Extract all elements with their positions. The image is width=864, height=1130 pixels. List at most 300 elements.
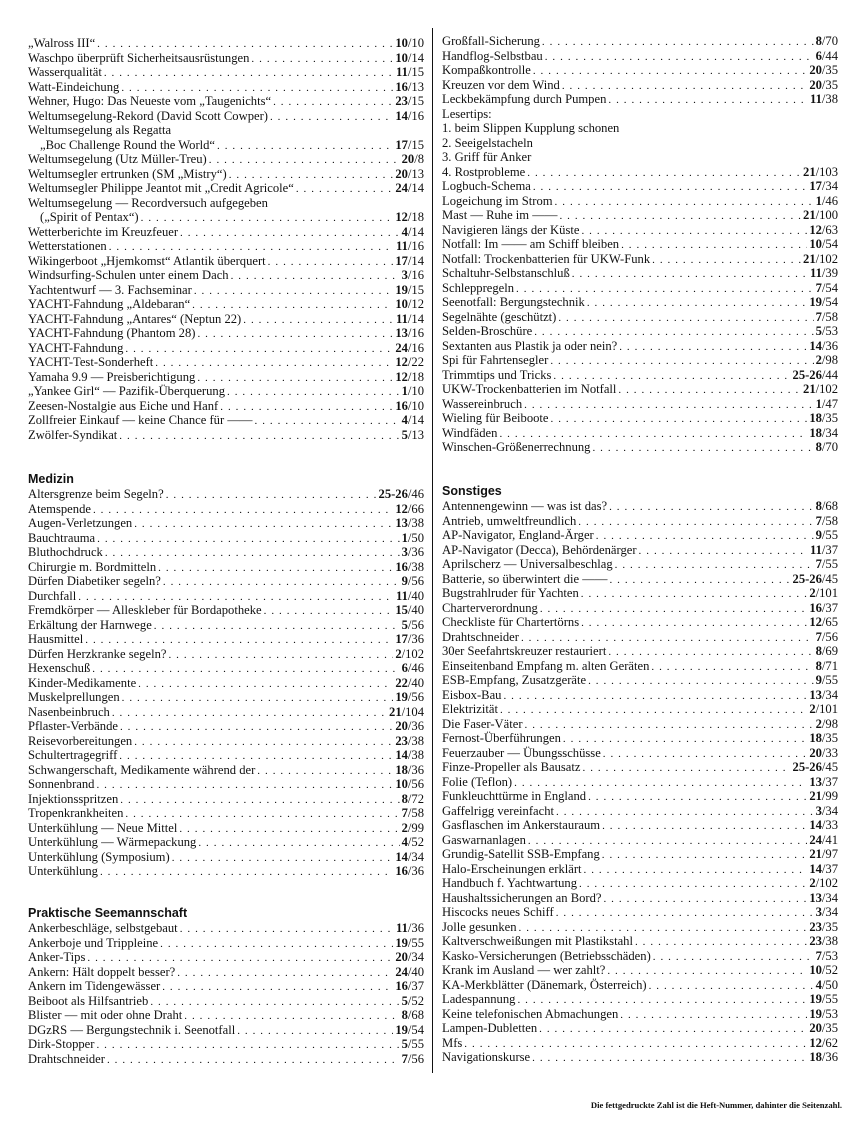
section-heading-sonstiges: Sonstiges bbox=[442, 484, 502, 498]
dot-leader bbox=[229, 168, 394, 183]
dot-leader bbox=[559, 209, 801, 224]
entry-title: Fremdkörper — Alleskleber für Bordapotheke bbox=[28, 603, 262, 617]
index-entry bbox=[442, 353, 838, 368]
dot-leader bbox=[109, 240, 394, 255]
dot-leader bbox=[163, 575, 400, 590]
page-number: /13 bbox=[407, 427, 424, 442]
entry-reference bbox=[809, 1021, 838, 1036]
issue-number: 17 bbox=[395, 137, 408, 152]
entry-title: 2. Seeigelstacheln bbox=[442, 135, 533, 150]
index-entry bbox=[28, 109, 424, 124]
entry-title: Checkliste für Chartertörns bbox=[442, 615, 580, 629]
page-number: /62 bbox=[821, 1035, 838, 1050]
entry-reference bbox=[809, 833, 838, 848]
issue-number: 25-26 bbox=[378, 487, 408, 501]
entry-reference bbox=[396, 589, 424, 604]
entry-reference bbox=[810, 543, 838, 558]
entry-reference bbox=[396, 65, 424, 80]
index-entry bbox=[442, 760, 838, 775]
issue-number: 16 bbox=[395, 79, 408, 94]
issue-number: 6 bbox=[401, 661, 408, 675]
dot-leader bbox=[122, 691, 394, 706]
index-entry bbox=[442, 266, 838, 281]
entry-reference bbox=[395, 341, 424, 356]
index-section-w-z bbox=[28, 36, 424, 442]
entry-reference bbox=[809, 615, 838, 630]
page-number: /58 bbox=[407, 806, 424, 820]
entry-title: Selden-Broschüre bbox=[442, 324, 533, 338]
issue-number: 3 bbox=[401, 268, 408, 282]
page-number: /10 bbox=[407, 398, 424, 413]
entry-title: 30er Seefahrtskreuzer restauriert bbox=[442, 644, 607, 658]
section-seemannschaft bbox=[28, 906, 424, 1066]
entry-reference bbox=[395, 399, 424, 414]
dot-leader bbox=[100, 865, 393, 880]
entry-title: Zollfreier Einkauf — keine Chance für —— bbox=[28, 413, 253, 427]
entry-reference bbox=[816, 528, 838, 543]
entry-title: Dürfen Herzkranke segeln? bbox=[28, 646, 167, 661]
seemannschaft-list bbox=[28, 921, 424, 1066]
dot-leader bbox=[652, 253, 801, 268]
issue-number: 23 bbox=[395, 733, 408, 748]
issue-number: 18 bbox=[395, 762, 408, 777]
entry-reference bbox=[395, 370, 424, 385]
entry-reference bbox=[395, 326, 424, 341]
index-entry bbox=[28, 589, 424, 604]
index-entry bbox=[28, 65, 424, 80]
entry-reference bbox=[816, 659, 838, 674]
entry-title: Jolle gesunken bbox=[442, 919, 517, 934]
page-number: /15 bbox=[407, 65, 424, 79]
dot-leader bbox=[251, 52, 393, 67]
index-entry bbox=[28, 196, 424, 211]
issue-number: 2 bbox=[815, 716, 822, 731]
issue-number: 7 bbox=[401, 1051, 408, 1066]
entry-title: Yamaha 9.9 — Preisberichtigung bbox=[28, 369, 196, 384]
entry-title: Ankerbeschläge, selbstgebaut bbox=[28, 921, 178, 935]
index-entry bbox=[442, 775, 838, 790]
entry-reference bbox=[395, 36, 424, 51]
entry-reference bbox=[809, 339, 838, 354]
index-entry bbox=[442, 339, 838, 354]
dot-leader bbox=[273, 95, 393, 110]
index-entry bbox=[442, 440, 838, 455]
issue-number: 17 bbox=[395, 632, 408, 646]
entry-title: Beiboot als Hilfsantrieb bbox=[28, 993, 149, 1008]
page-number: /36 bbox=[407, 719, 424, 733]
page-number: /15 bbox=[407, 137, 424, 152]
issue-number: 13 bbox=[395, 326, 408, 340]
entry-title: Wetterstationen bbox=[28, 239, 107, 253]
entry-title: Bugstrahlruder für Yachten bbox=[442, 586, 579, 600]
page-number: /39 bbox=[821, 266, 838, 280]
dot-leader bbox=[514, 776, 807, 791]
issue-number: 7 bbox=[815, 629, 822, 644]
entry-title: Windsurfing-Schulen unter einem Dach bbox=[28, 268, 229, 282]
issue-number: 8 bbox=[401, 1008, 408, 1022]
entry-reference bbox=[402, 428, 424, 443]
dot-leader bbox=[296, 182, 393, 197]
entry-reference bbox=[402, 574, 424, 589]
page-number: /10 bbox=[407, 36, 424, 50]
dot-leader bbox=[651, 660, 813, 675]
entry-reference bbox=[396, 921, 424, 936]
entry-reference bbox=[809, 789, 838, 804]
dot-leader bbox=[194, 284, 394, 299]
issue-number: 13 bbox=[809, 890, 822, 905]
entry-title: Schwangerschaft, Medikamente während der bbox=[28, 762, 256, 777]
entry-reference bbox=[809, 237, 838, 252]
issue-number: 9 bbox=[815, 673, 822, 687]
entry-reference bbox=[402, 1052, 424, 1067]
entry-title: Weltumsegler Philippe Jeantot mit „Credit Agricole“ bbox=[28, 181, 294, 195]
entry-title: Anker-Tips bbox=[28, 950, 86, 964]
entry-title: Antennengewinn — was ist das? bbox=[442, 499, 608, 513]
entry-title: Windfäden bbox=[442, 425, 498, 440]
index-entry bbox=[442, 1050, 838, 1065]
issue-number: 2 bbox=[395, 646, 402, 661]
dot-leader bbox=[607, 964, 807, 979]
issue-number: 15 bbox=[395, 603, 408, 617]
entry-title: Weltumsegelung (Utz Müller-Treu) bbox=[28, 152, 207, 166]
dot-leader bbox=[197, 327, 393, 342]
dot-leader bbox=[579, 877, 807, 892]
page-number: /37 bbox=[407, 979, 424, 993]
page-number: /46 bbox=[821, 193, 838, 208]
index-entry bbox=[442, 514, 838, 529]
issue-number: 20 bbox=[395, 719, 408, 733]
entry-title: Drahtschneider bbox=[442, 629, 519, 644]
dot-leader bbox=[584, 863, 808, 878]
dot-leader bbox=[96, 778, 393, 793]
entry-title: 4. Rostprobleme bbox=[442, 164, 526, 179]
issue-number: 9 bbox=[401, 574, 408, 588]
index-entry bbox=[442, 818, 838, 833]
index-entry bbox=[28, 850, 424, 865]
dot-leader bbox=[581, 224, 807, 239]
entry-reference bbox=[809, 992, 838, 1007]
page-number: /53 bbox=[821, 948, 838, 963]
page-number: /35 bbox=[821, 411, 838, 425]
page-number: /41 bbox=[821, 832, 838, 847]
dot-leader bbox=[227, 385, 400, 400]
dot-leader bbox=[243, 313, 394, 328]
entry-title: Lesertips: bbox=[442, 106, 492, 121]
entry-reference bbox=[816, 673, 838, 688]
issue-number: 11 bbox=[396, 921, 408, 935]
index-entry bbox=[442, 615, 838, 630]
dot-leader bbox=[155, 356, 393, 371]
issue-number: 8 bbox=[815, 440, 822, 454]
issue-number: 4 bbox=[401, 413, 408, 427]
page-number: /40 bbox=[407, 588, 424, 603]
index-entry bbox=[442, 208, 838, 223]
entry-title: Augen-Verletzungen bbox=[28, 516, 133, 530]
index-entry bbox=[442, 397, 838, 412]
index-entry bbox=[442, 688, 838, 703]
issue-number: 4 bbox=[815, 977, 822, 992]
entry-reference bbox=[395, 748, 424, 763]
issue-number: 11 bbox=[810, 92, 822, 106]
dot-leader bbox=[503, 689, 807, 704]
page-number: /50 bbox=[407, 530, 424, 545]
page-number: /35 bbox=[821, 919, 838, 934]
dot-leader bbox=[556, 805, 814, 820]
entry-title: Kaltverschweißungen mit Plastikstahl bbox=[442, 934, 633, 948]
issue-number: 20 bbox=[809, 77, 822, 92]
entry-reference bbox=[809, 876, 838, 891]
entry-reference bbox=[402, 806, 424, 821]
index-entry bbox=[28, 384, 424, 399]
dot-leader bbox=[198, 836, 399, 851]
dot-leader bbox=[237, 1024, 393, 1039]
page-number: /100 bbox=[815, 208, 838, 222]
page-number: /55 bbox=[821, 557, 838, 571]
entry-title: Muskelprellungen bbox=[28, 690, 120, 704]
dot-leader bbox=[97, 37, 393, 52]
dot-leader bbox=[533, 64, 807, 79]
page-number: /37 bbox=[821, 542, 838, 557]
issue-number: 20 bbox=[809, 63, 822, 77]
index-entry bbox=[28, 51, 424, 66]
entry-reference bbox=[395, 355, 424, 370]
entry-title: Schultertragegriff bbox=[28, 748, 118, 762]
dot-leader bbox=[581, 587, 808, 602]
page-number: /103 bbox=[815, 164, 838, 179]
entry-title: Ladespannung bbox=[442, 992, 516, 1006]
page-number: /8 bbox=[414, 152, 424, 166]
entry-title: Hiscocks neues Schiff bbox=[442, 905, 554, 919]
index-entry bbox=[442, 876, 838, 891]
entry-title: Unterkühlung — Wärmepackung bbox=[28, 835, 197, 849]
issue-number: 20 bbox=[401, 152, 415, 166]
page-number: /66 bbox=[407, 501, 424, 516]
entry-title: UKW-Trockenbatterien im Notfall bbox=[442, 382, 617, 396]
index-entry bbox=[28, 181, 424, 196]
entry-reference bbox=[816, 499, 838, 514]
index-entry bbox=[28, 399, 424, 414]
entry-reference bbox=[809, 688, 838, 703]
dot-leader bbox=[649, 979, 814, 994]
dot-leader bbox=[177, 966, 393, 981]
entry-reference bbox=[816, 978, 838, 993]
dot-leader bbox=[540, 602, 807, 617]
entry-reference bbox=[816, 949, 838, 964]
index-entry bbox=[442, 92, 838, 107]
issue-number: 7 bbox=[401, 806, 408, 820]
entry-title: Unterkühlung (Symposium) bbox=[28, 849, 170, 864]
page-number: /52 bbox=[407, 993, 424, 1008]
page-number: /35 bbox=[821, 77, 838, 92]
entry-reference bbox=[809, 891, 838, 906]
dot-leader bbox=[104, 66, 394, 81]
page-number: /14 bbox=[407, 413, 424, 427]
dot-leader bbox=[141, 211, 394, 226]
page-number: /37 bbox=[821, 600, 838, 615]
entry-title: Blister — mit oder ohne Draht bbox=[28, 1008, 183, 1022]
entry-title: YACHT-Fahndung „Aldebaran“ bbox=[28, 297, 191, 311]
index-entry bbox=[28, 268, 424, 283]
entry-title: Logbuch-Schema bbox=[442, 179, 531, 193]
issue-number: 12 bbox=[809, 615, 822, 629]
entry-reference bbox=[803, 165, 838, 180]
section-heading-medizin: Medizin bbox=[28, 472, 74, 486]
index-entry bbox=[442, 963, 838, 978]
issue-number: 16 bbox=[395, 979, 408, 993]
entry-reference bbox=[810, 92, 838, 107]
index-entry bbox=[28, 239, 424, 254]
entry-reference bbox=[402, 545, 424, 560]
dot-leader bbox=[85, 633, 393, 648]
entry-title: Mfs bbox=[442, 1035, 463, 1050]
page-number: /63 bbox=[821, 222, 838, 237]
index-entry bbox=[442, 920, 838, 935]
dot-leader bbox=[209, 153, 400, 168]
dot-leader bbox=[602, 848, 808, 863]
index-entry bbox=[442, 426, 838, 441]
page-number: /44 bbox=[821, 48, 838, 63]
index-entry bbox=[28, 254, 424, 269]
entry-reference bbox=[395, 950, 424, 965]
entry-reference bbox=[809, 179, 838, 194]
dot-leader bbox=[609, 573, 790, 588]
issue-number: 24 bbox=[809, 832, 822, 847]
index-entry bbox=[28, 312, 424, 327]
issue-number: 4 bbox=[401, 224, 408, 239]
index-entry bbox=[28, 283, 424, 298]
dot-leader bbox=[608, 645, 813, 660]
index-entry bbox=[442, 382, 838, 397]
index-entry bbox=[442, 499, 838, 514]
issue-number: 16 bbox=[395, 398, 408, 413]
entry-reference bbox=[395, 167, 424, 182]
dot-leader bbox=[609, 500, 814, 515]
dot-leader bbox=[87, 951, 393, 966]
entry-title: Pflaster-Verbände bbox=[28, 719, 118, 733]
entry-title: Weltumsegelung-Rekord (David Scott Cowper) bbox=[28, 108, 268, 123]
issue-number: 2 bbox=[809, 586, 816, 600]
issue-number: 16 bbox=[809, 600, 822, 615]
issue-number: 14 bbox=[809, 818, 822, 832]
index-entry bbox=[28, 734, 424, 749]
issue-number: 3 bbox=[401, 545, 408, 559]
entry-reference bbox=[395, 51, 424, 66]
entry-reference bbox=[402, 994, 424, 1009]
page-number: /102 bbox=[815, 876, 838, 890]
index-entry bbox=[28, 618, 424, 633]
index-section-g-w bbox=[442, 34, 838, 455]
index-entry bbox=[28, 123, 424, 138]
entry-reference bbox=[395, 936, 424, 951]
page-number: /36 bbox=[407, 632, 424, 646]
index-entry bbox=[28, 792, 424, 807]
index-entry bbox=[442, 862, 838, 877]
entry-reference bbox=[396, 312, 424, 327]
entry-reference bbox=[402, 384, 424, 399]
entry-reference bbox=[809, 601, 838, 616]
index-entry bbox=[442, 165, 838, 180]
page-number: /54 bbox=[821, 295, 838, 309]
issue-number: 6 bbox=[815, 48, 822, 63]
issue-number: 4 bbox=[401, 835, 408, 849]
dot-leader bbox=[270, 110, 393, 125]
page-number: /55 bbox=[821, 992, 838, 1006]
entry-reference bbox=[395, 502, 424, 517]
entry-title: („Spirit of Pentax“) bbox=[40, 210, 139, 224]
page-number: /40 bbox=[407, 675, 424, 690]
index-entry bbox=[28, 545, 424, 560]
page-number: /33 bbox=[821, 818, 838, 832]
entry-reference bbox=[816, 324, 838, 339]
entry-reference bbox=[395, 676, 424, 691]
issue-number: 7 bbox=[815, 557, 822, 571]
entry-title: Zwölfer-Syndikat bbox=[28, 427, 118, 442]
page-number: /33 bbox=[821, 745, 838, 760]
entry-title: Eisbox-Bau bbox=[442, 687, 502, 702]
index-entry bbox=[28, 661, 424, 676]
entry-title: ESB-Empfang, Zusatzgeräte bbox=[442, 673, 587, 687]
dot-leader bbox=[197, 371, 393, 386]
dot-leader bbox=[555, 195, 814, 210]
dot-leader bbox=[519, 921, 808, 936]
issue-number: 11 bbox=[396, 311, 408, 326]
dot-leader bbox=[620, 1008, 807, 1023]
dot-leader bbox=[619, 340, 807, 355]
issue-number: 21 bbox=[809, 847, 822, 861]
entry-title: Seenotfall: Bergungstechnik bbox=[442, 295, 585, 309]
index-entry bbox=[442, 731, 838, 746]
page-number: /35 bbox=[821, 63, 838, 77]
entry-title: Aprilscherz — Universalbeschlag bbox=[442, 557, 613, 571]
page-number: /68 bbox=[407, 1008, 424, 1022]
index-entry bbox=[442, 194, 838, 209]
dot-leader bbox=[184, 1009, 399, 1024]
index-entry bbox=[28, 676, 424, 691]
entry-title: Krank im Ausland — wer zahlt? bbox=[442, 963, 606, 977]
page-number: /34 bbox=[821, 425, 838, 440]
page-number: /38 bbox=[407, 516, 424, 530]
dot-leader bbox=[639, 544, 808, 559]
issue-number: 1 bbox=[815, 396, 822, 411]
dot-leader bbox=[217, 139, 393, 154]
entry-title: Kinder-Medikamente bbox=[28, 675, 137, 690]
dot-leader bbox=[545, 50, 814, 65]
entry-reference bbox=[816, 34, 838, 49]
footnote: Die fettgedruckte Zahl ist die Heft-Nummer, dahinter die Seitenzahl. bbox=[590, 1100, 842, 1110]
section-medizin bbox=[28, 472, 424, 879]
entry-title: Finze-Propeller als Bausatz bbox=[442, 760, 581, 774]
page-number: /69 bbox=[821, 644, 838, 658]
page-number: /98 bbox=[821, 353, 838, 367]
index-entry bbox=[442, 411, 838, 426]
page-number: /68 bbox=[821, 499, 838, 513]
page-number: /34 bbox=[821, 687, 838, 702]
entry-title: Watt-Eindeichung bbox=[28, 79, 120, 94]
issue-number: 8 bbox=[401, 791, 408, 806]
section-heading-seemannschaft: Praktische Seemannschaft bbox=[28, 906, 188, 920]
issue-number: 7 bbox=[815, 513, 822, 528]
dot-leader bbox=[120, 720, 393, 735]
issue-number: 21 bbox=[803, 251, 816, 266]
page-number: /13 bbox=[407, 79, 424, 94]
dot-leader bbox=[160, 937, 393, 952]
page-number: /36 bbox=[407, 921, 424, 935]
dot-leader bbox=[550, 354, 813, 369]
index-entry bbox=[28, 864, 424, 879]
entry-reference bbox=[816, 514, 838, 529]
entry-title: Haushaltssicherungen an Bord? bbox=[442, 890, 602, 905]
index-entry bbox=[28, 647, 424, 662]
